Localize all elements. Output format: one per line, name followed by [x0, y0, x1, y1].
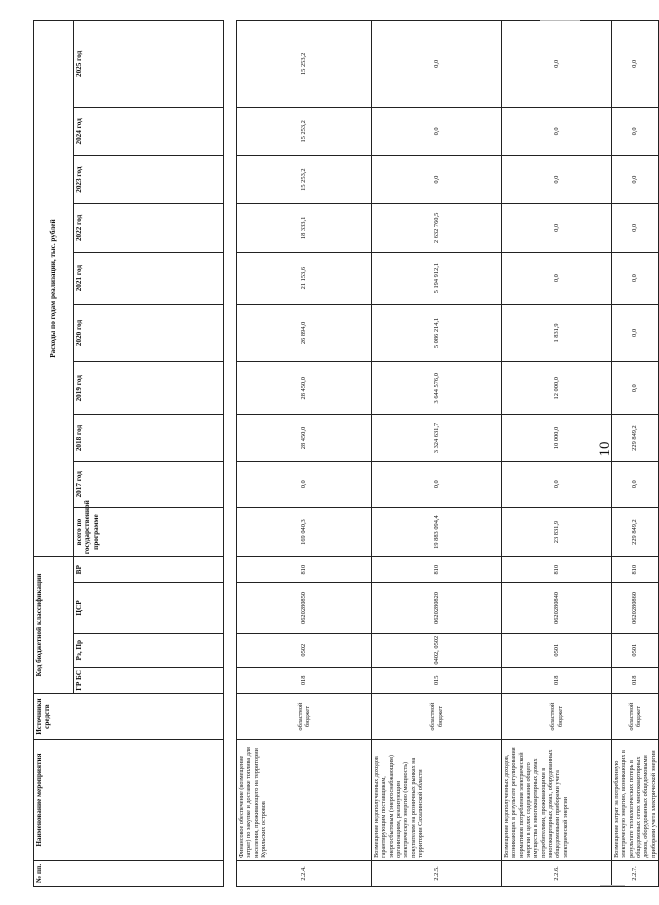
row-total: 19 883 094,4	[372, 507, 502, 556]
header-name: Наименование мероприятия	[34, 740, 224, 861]
header-expenses: Расходы по годам реализации, тыс. рублей	[34, 21, 74, 557]
row-year-value: 28 450,0	[237, 415, 372, 461]
row-year-value: 5 086 214,1	[372, 304, 502, 361]
header-year: 2025 год	[74, 21, 224, 108]
row-year-value: 0,0	[612, 304, 659, 361]
row-grbs: 018	[502, 667, 612, 693]
row-year-value: 0,0	[372, 461, 502, 507]
row-name: Возмещение недополученных доходов, возникающих в результате регулирования нормативов потребления электрической энергии в целях содержания общего имущества в многоквартирных домах потребителями, проживающими в многоквартирных домах, оборудованных общедомовыми приборами учета электрической энергии	[502, 740, 612, 861]
row-year-value: 26 894,0	[237, 304, 372, 361]
row-total: 229 849,2	[612, 507, 659, 556]
table-row	[502, 21, 612, 887]
row-vr: 810	[612, 557, 659, 583]
row-year-value: 28 450,0	[237, 362, 372, 415]
header-year: 2021 год	[74, 252, 224, 304]
row-year-value: 10 000,0	[502, 415, 612, 461]
table-row	[612, 21, 659, 887]
row-vr: 810	[237, 557, 372, 583]
row-year-value: 0,0	[502, 155, 612, 203]
row-vr: 810	[372, 557, 502, 583]
header-csr: ЦСР	[74, 583, 224, 633]
row-year-value: 0,0	[612, 21, 659, 108]
row-year-value: 15 253,2	[237, 107, 372, 155]
row-year-value: 0,0	[502, 107, 612, 155]
row-csr: 0620280860	[612, 583, 659, 633]
row-year-value: 0,0	[612, 252, 659, 304]
row-name: Финансовое обеспечение (возмещение затрат) по закупке и доставке топлива для населения, проживающего на территории Курильских островов	[237, 740, 372, 861]
row-year-value: 0,0	[372, 107, 502, 155]
row-rzpr: 0402, 0502	[372, 633, 502, 667]
row-year-value: 0,0	[502, 204, 612, 252]
row-year-value: 15 253,2	[237, 21, 372, 108]
row-year-value: 5 194 912,1	[372, 252, 502, 304]
row-source: областной бюджет	[237, 693, 372, 739]
header-year: 2019 год	[74, 362, 224, 415]
row-year-value: 0,0	[372, 21, 502, 108]
row-rzpr: 0501	[612, 633, 659, 667]
row-year-value: 0,0	[502, 461, 612, 507]
row-source: областной бюджет	[502, 693, 612, 739]
row-year-value: 0,0	[502, 21, 612, 108]
header-year: 2017 год	[74, 461, 224, 507]
row-num: 2.2.5.	[372, 860, 502, 886]
row-year-value: 0,0	[502, 252, 612, 304]
header-rzpr: Рз, Пр	[74, 633, 224, 667]
row-year-value: 3 644 576,0	[372, 362, 502, 415]
row-csr: 0620280840	[502, 583, 612, 633]
row-year-value: 1 831,9	[502, 304, 612, 361]
row-name: Возмещение затрат за потребленную электрическую энергию, возникающих в результате технологических потерь в общедомовых сетях многоквартирных домов, оборудованных общедомовыми приборами учета электрической энергии	[612, 740, 659, 861]
row-rzpr: 0502	[237, 633, 372, 667]
row-rzpr: 0501	[502, 633, 612, 667]
table-row	[372, 21, 502, 887]
row-csr: 0620280820	[372, 583, 502, 633]
header-year: 2023 год	[74, 155, 224, 203]
page-number: 10	[597, 441, 613, 457]
row-num: 2.2.7.	[612, 860, 659, 886]
row-year-value: 21 153,6	[237, 252, 372, 304]
row-year-value: 0,0	[612, 362, 659, 415]
scan-artifact	[600, 885, 625, 886]
expenses-table	[33, 20, 659, 887]
row-year-value: 12 000,0	[502, 362, 612, 415]
row-year-value: 18 333,1	[237, 204, 372, 252]
row-total: 23 831,9	[502, 507, 612, 556]
header-gap	[224, 21, 237, 887]
header-year: 2018 год	[74, 415, 224, 461]
row-year-value: 0,0	[612, 155, 659, 203]
row-total: 169 040,3	[237, 507, 372, 556]
row-year-value: 0,0	[612, 107, 659, 155]
header-grbs: ГР БС	[74, 667, 224, 693]
row-name: Возмещение недополученных доходов гарантирующим поставщикам, энергосбытовым (энергоснабжающим) организациям, реализующим электрическую энергию (мощность) покупателям на розничных рынках на территории Сахалинской области	[372, 740, 502, 861]
row-year-value: 3 324 631,7	[372, 415, 502, 461]
row-num: 2.2.6.	[502, 860, 612, 886]
header-source: Источники средств	[34, 693, 224, 739]
row-source: областной бюджет	[612, 693, 659, 739]
row-year-value: 0,0	[612, 204, 659, 252]
header-num: № пп.	[34, 860, 224, 886]
header-vr: ВР	[74, 557, 224, 583]
header-year: 2022 год	[74, 204, 224, 252]
row-grbs: 018	[237, 667, 372, 693]
scan-artifact	[540, 20, 580, 21]
row-year-value: 2 632 760,5	[372, 204, 502, 252]
row-year-value: 0,0	[372, 155, 502, 203]
row-year-value: 15 253,2	[237, 155, 372, 203]
row-grbs: 018	[612, 667, 659, 693]
header-year: 2024 год	[74, 107, 224, 155]
row-year-value: 0,0	[612, 461, 659, 507]
row-year-value: 229 849,2	[612, 415, 659, 461]
row-num: 2.2.4.	[237, 860, 372, 886]
header-budget-code: Код бюджетной классификации	[34, 557, 74, 694]
row-year-value: 0,0	[237, 461, 372, 507]
row-source: областной бюджет	[372, 693, 502, 739]
row-csr: 0620280850	[237, 583, 372, 633]
row-vr: 810	[502, 557, 612, 583]
header-total: всего по государственной программе	[74, 507, 224, 556]
row-grbs: 015	[372, 667, 502, 693]
header-year: 2020 год	[74, 304, 224, 361]
table-row	[237, 21, 372, 887]
